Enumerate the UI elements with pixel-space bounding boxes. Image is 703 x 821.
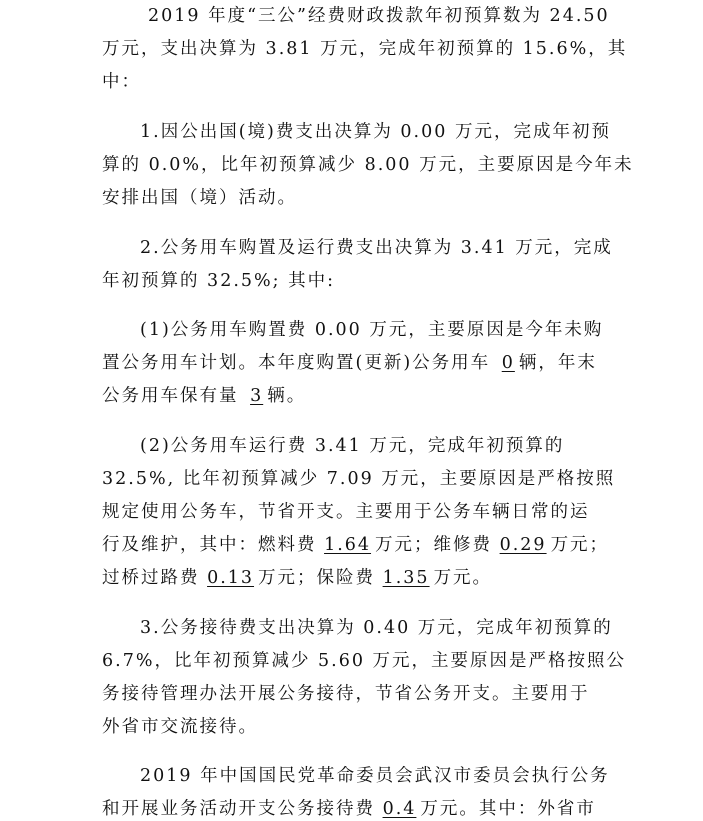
para-intro-line-3: 中： [102, 72, 141, 92]
toll-text-a: 过桥过路费 [102, 568, 208, 588]
para-purchase-line-3 [102, 384, 306, 408]
para-operation-line-5 [102, 566, 492, 590]
para-party-line-2 [102, 797, 596, 821]
para-operation-line-1: (2)公务用车运行费 3.41 万元，完成年初预算的 [140, 436, 565, 456]
insurance-cost: 1.35 [382, 568, 430, 588]
fleet-vehicle-count: 3 [250, 386, 264, 406]
para-reception-line-2: 6.7%，比年初预算减少 5.60 万元，主要原因是严格按照公 [102, 651, 627, 671]
para-purchase-line-2 [102, 351, 597, 375]
para-reception-line-3: 务接待管理办法开展公务接待，节省公务开支。主要用于 [102, 684, 590, 704]
para-reception-line-4: 外省市交流接待。 [102, 717, 258, 737]
fleet-text-b: 辆。 [267, 386, 307, 406]
party-text-a: 和开展业务活动开支公务接待费 [102, 799, 383, 819]
para-vehicle-line-1: 2.公务用车购置及运行费支出决算为 3.41 万元，完成 [140, 238, 613, 258]
party-text-b: 万元。其中：外省市 [420, 799, 596, 819]
fleet-text-a: 公务用车保有量 [102, 386, 247, 406]
para-overseas-line-3: 安排出国（境）活动。 [102, 188, 297, 208]
toll-cost: 0.13 [207, 568, 255, 588]
operation-text-b: 万元；维修费 [375, 535, 500, 555]
para-intro-line-1: 2019 年度“三公”经费财政拨款年初预算数为 24.50 [148, 6, 610, 26]
fuel-cost: 1.64 [324, 535, 372, 555]
toll-text-c: 万元。 [433, 568, 493, 588]
operation-text-c: 万元； [550, 535, 610, 555]
purchase-text-a: 置公务用车计划。本年度购置(更新)公务用车 [102, 353, 498, 373]
para-operation-line-3: 规定使用公务车，节省开支。主要用于公务车辆日常的运 [102, 502, 590, 522]
para-operation-line-4 [102, 533, 609, 557]
para-overseas-line-2: 算的 0.0%，比年初预算减少 8.00 万元，主要原因是今年未 [102, 155, 634, 175]
repair-cost: 0.29 [499, 535, 547, 555]
purchase-text-b: 辆，年末 [518, 353, 597, 373]
para-intro-line-2: 万元，支出决算为 3.81 万元，完成年初预算的 15.6%，其 [102, 39, 628, 59]
para-reception-line-1: 3.公务接待费支出决算为 0.40 万元，完成年初预算的 [140, 618, 613, 638]
reception-fee: 0.4 [382, 799, 417, 819]
para-purchase-line-1: (1)公务用车购置费 0.00 万元，主要原因是今年未购 [140, 320, 604, 340]
para-vehicle-line-2: 年初预算的 32.5%; 其中: [102, 271, 336, 291]
purchase-vehicle-count: 0 [501, 353, 515, 373]
para-operation-line-2: 32.5%, 比年初预算减少 7.09 万元，主要原因是严格按照 [102, 469, 616, 489]
para-party-line-1: 2019 年中国国民党革命委员会武汉市委员会执行公务 [140, 766, 610, 786]
para-overseas-line-1: 1.因公出国(境)费支出决算为 0.00 万元，完成年初预 [140, 122, 611, 142]
toll-text-b: 万元；保险费 [258, 568, 383, 588]
operation-text-a: 行及维护，其中：燃料费 [102, 535, 325, 555]
